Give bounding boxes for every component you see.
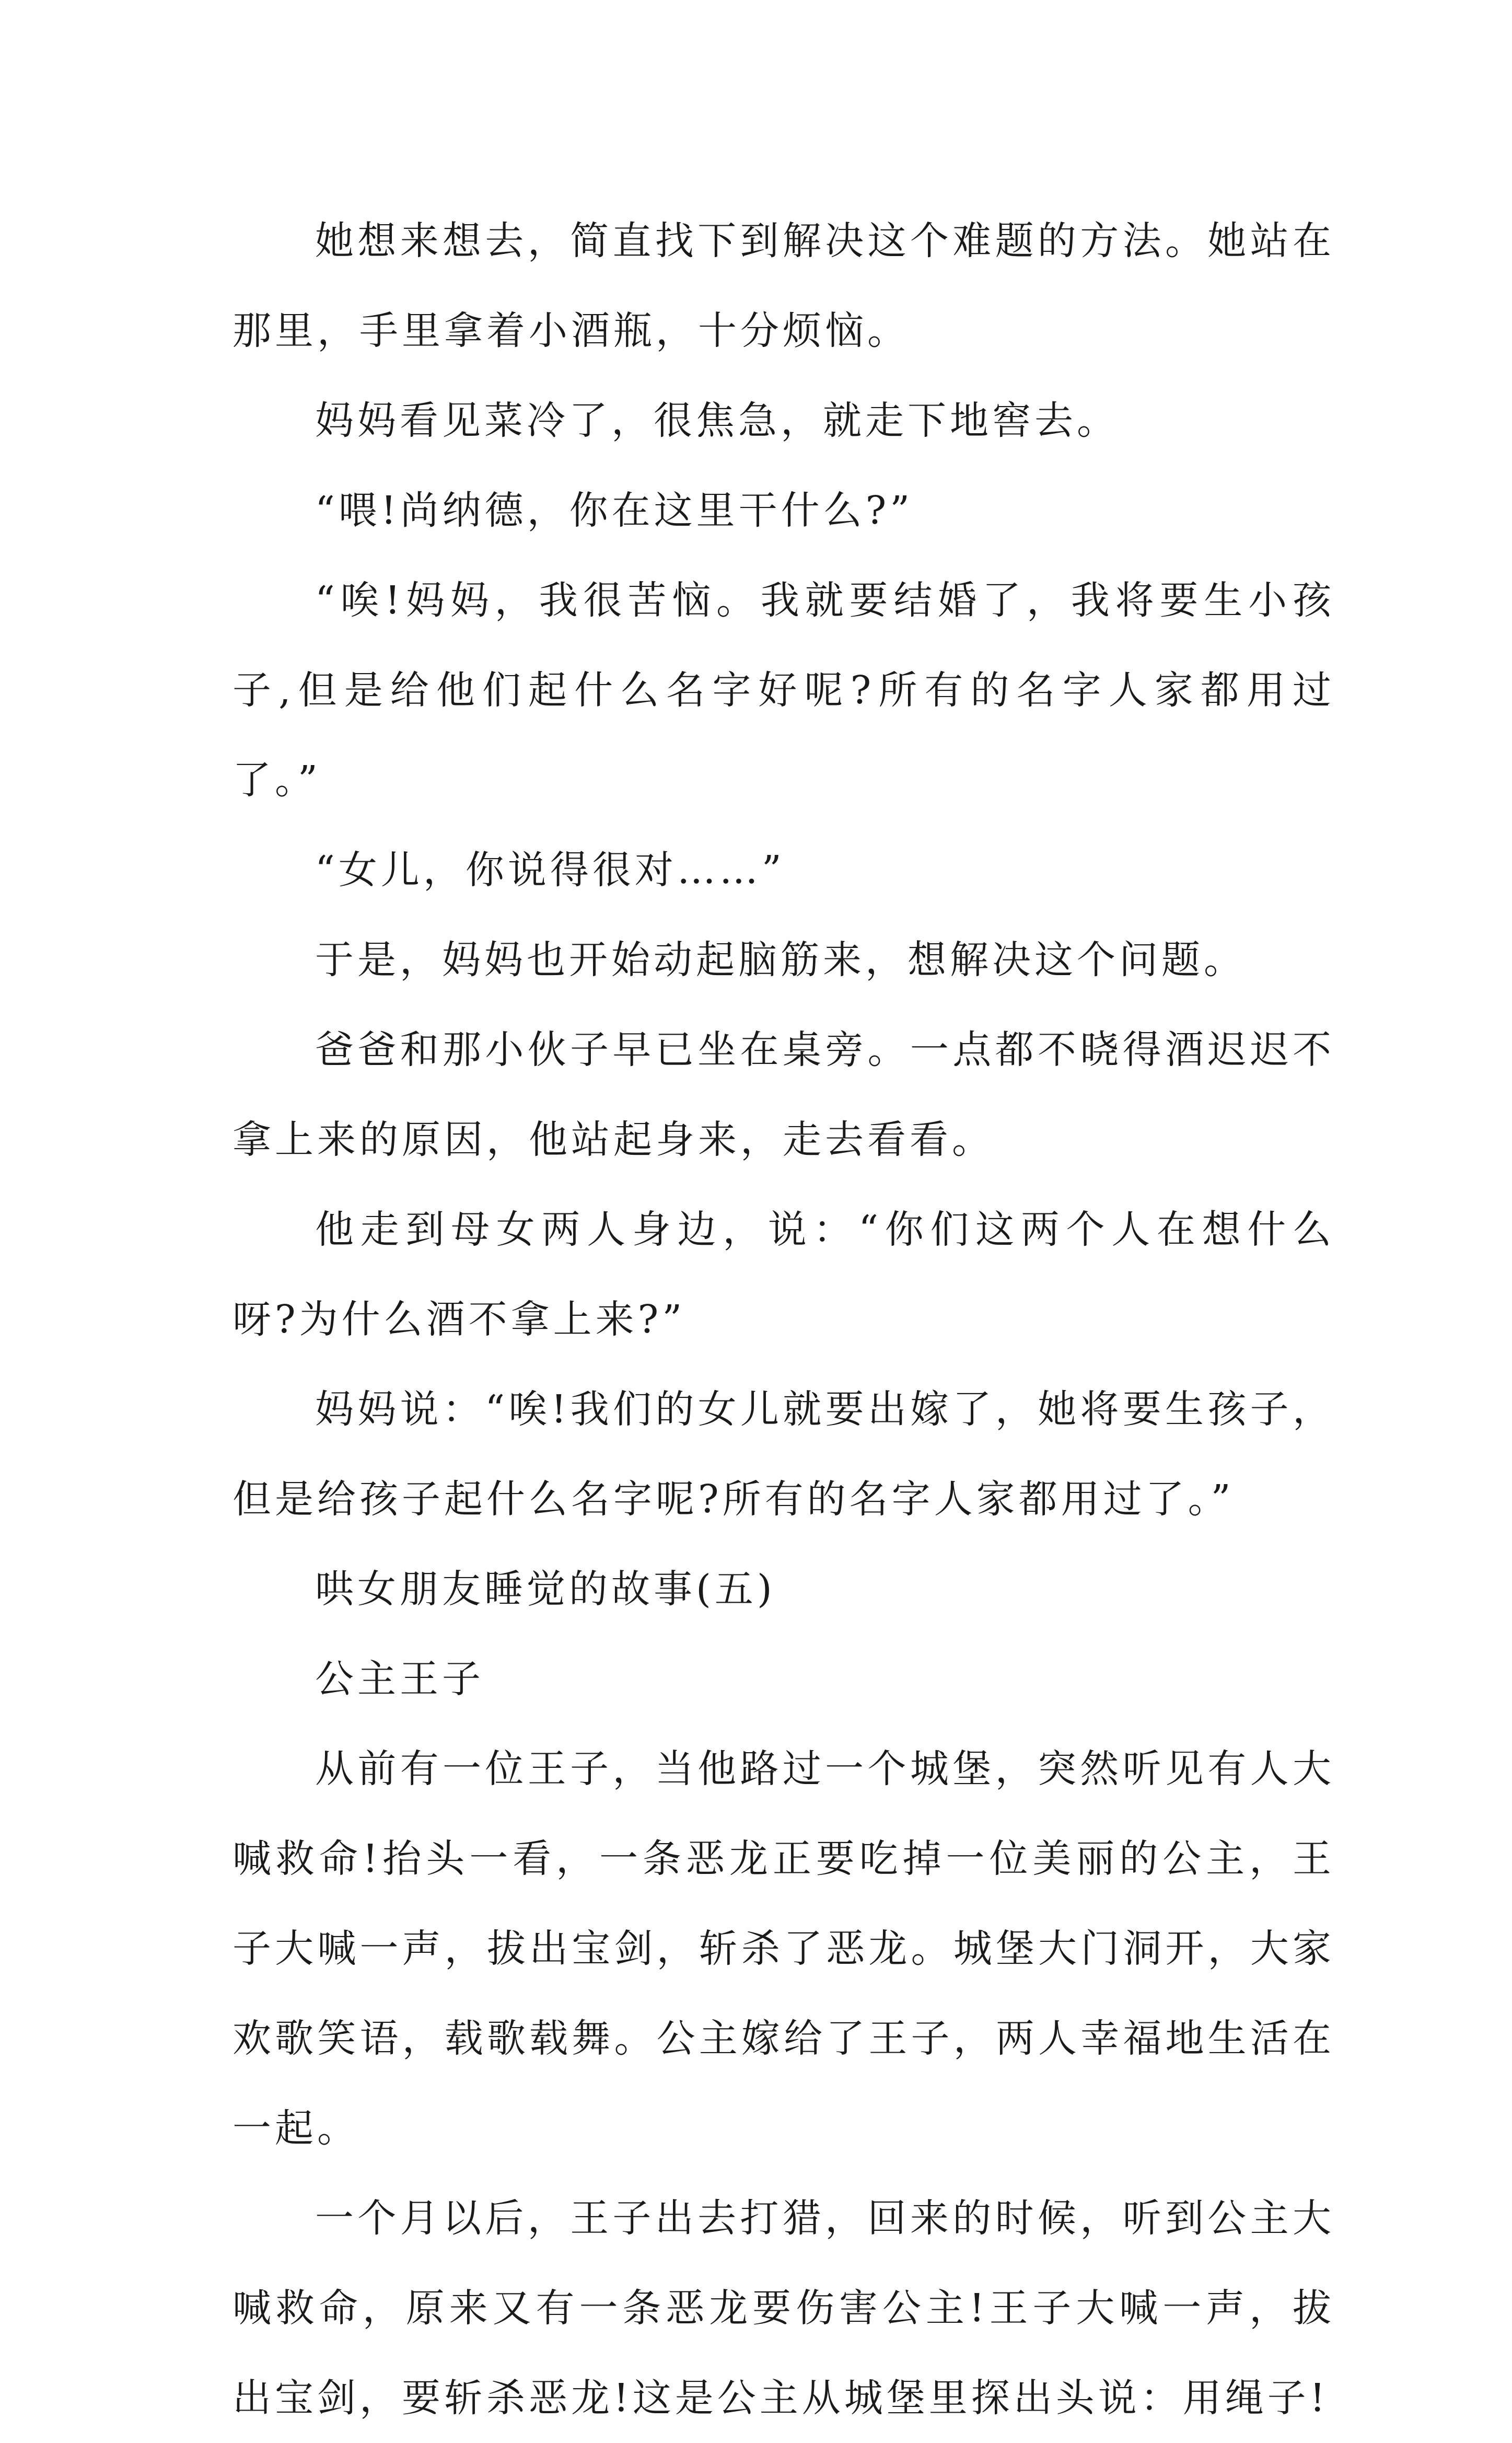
section-heading: 哄女朋友睡觉的故事(五): [315, 1567, 776, 1612]
story-title: 公主王子: [315, 1657, 484, 1701]
paragraph: 妈妈看见菜冷了，很焦急，就走下地窖去。: [315, 398, 1119, 443]
paragraph: “唉!妈妈，我很苦恼。我就要结婚了，我将要生小孩子,但是给他们起什么名字好呢?所有的名字人家都用过了。”: [232, 578, 1335, 803]
paragraph: “喂!尚纳德，你在这里干什么?”: [315, 488, 914, 533]
paragraph: “女儿，你说得很对……”: [315, 848, 785, 893]
paragraph: 妈妈说：“唉!我们的女儿就要出嫁了，她将要生孩子，但是给孩子起什么名字呢?所有的名字人家都用过了。”: [232, 1387, 1335, 1522]
paragraph: 她想来想去，简直找下到解决这个难题的方法。她站在那里，手里拿着小酒瓶，十分烦恼。: [232, 218, 1335, 353]
paragraph: 从前有一位王子，当他路过一个城堡，突然听见有人大喊救命!抬头一看，一条恶龙正要吃掉一位美丽的公主，王子大喊一声，拔出宝剑，斩杀了恶龙。城堡大门洞开，大家欢歌笑语，载歌载舞。公主嫁给了王子，两人幸福地生活在一起。: [232, 1746, 1335, 2151]
paragraph: 一个月以后，王子出去打猎，回来的时候，听到公主大喊救命，原来又有一条恶龙要伤害公主!王子大喊一声，拔出宝剑，要斩杀恶龙!这是公主从城堡里探出头说：用绳子!: [232, 2196, 1335, 2421]
paragraph: 他走到母女两人身边，说：“你们这两个人在想什么呀?为什么酒不拿上来?”: [232, 1207, 1335, 1342]
paragraph: 爸爸和那小伙子早已坐在桌旁。一点都不晓得酒迟迟不拿上来的原因，他站起身来，走去看看。: [232, 1027, 1335, 1162]
paragraph: 于是，妈妈也开始动起脑筋来，想解决这个问题。: [315, 937, 1246, 982]
document-body: [232, 196, 1335, 2443]
